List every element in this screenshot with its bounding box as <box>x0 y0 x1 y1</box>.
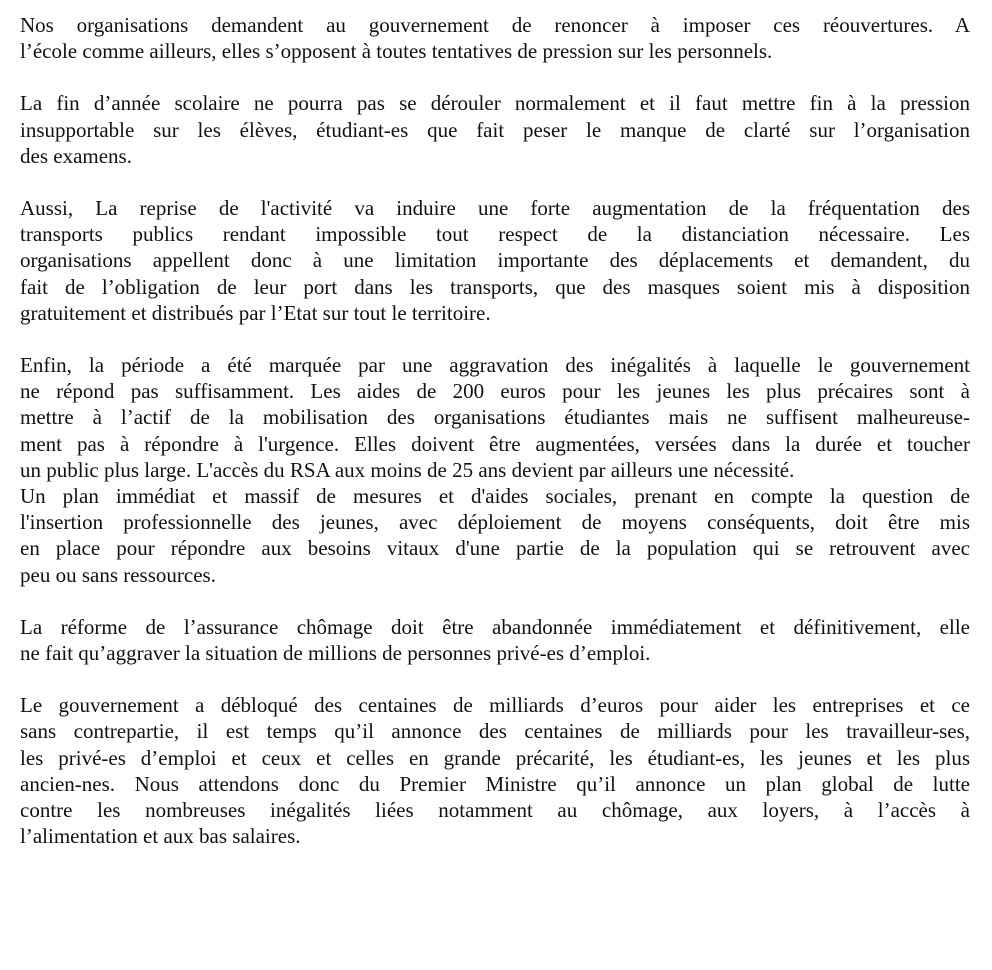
paragraph-billions <box>20 692 970 849</box>
text-line: ne répond pas suffisamment. Les aides de 200 euros pour les jeunes les plus précaires sont à <box>20 379 970 404</box>
paragraph-unemployment-reform <box>20 614 970 666</box>
text-line: La réforme de l’assurance chômage doit être abandonnée immédiatement et définitivement, elle <box>20 614 970 639</box>
text-line: l'insertion professionnelle des jeunes, avec déploiement de moyens conséquents, doit être mis <box>20 510 970 535</box>
text-line: fait de l’obligation de leur port dans les transports, que des masques soient mis à disposition <box>20 274 970 299</box>
text-line: Le gouvernement a débloqué des centaines de milliards d’euros pour aider les entreprises et ce <box>20 693 970 718</box>
text-line: insupportable sur les élèves, étudiant-es que fait peser le manque de clarté sur l’organisation <box>20 117 970 142</box>
text-line: transports publics rendant impossible tout respect de la distanciation nécessaire. Les <box>20 222 970 247</box>
text-line: ancien-nes. Nous attendons donc du Premier Ministre qu’il annonce un plan global de lutte <box>20 771 970 796</box>
text-line: peu ou sans ressources. <box>20 562 216 587</box>
paragraph-transport <box>20 195 970 326</box>
text-line: Aussi, La reprise de l'activité va induire une forte augmentation de la fréquentation des <box>20 196 970 221</box>
text-line: ne fait qu’aggraver la situation de millions de personnes privé-es d’emploi. <box>20 641 651 666</box>
text-line: contre les nombreuses inégalités liées notamment au chômage, aux loyers, à l’accès à <box>20 798 970 823</box>
text-line: les privé-es d’emploi et ceux et celles en grande précarité, les étudiant-es, les jeunes et les plus <box>20 745 970 770</box>
paragraph-school-year <box>20 90 970 169</box>
text-line: Un plan immédiat et massif de mesures et d'aides sociales, prenant en compte la question de <box>20 484 970 509</box>
text-line: Nos organisations demandent au gouvernement de renoncer à imposer ces réouvertures. A <box>20 13 970 37</box>
text-line: l’école comme ailleurs, elles s’opposent à toutes tentatives de pression sur les personnels. <box>20 39 773 64</box>
text-line: La fin d’année scolaire ne pourra pas se dérouler normalement et il faut mettre fin à la pression <box>20 91 970 116</box>
text-line: gratuitement et distribués par l’Etat sur tout le territoire. <box>20 300 491 325</box>
paragraph-reopenings <box>20 12 970 64</box>
paragraph-inequalities <box>20 352 970 588</box>
text-line: organisations appellent donc à une limitation importante des déplacements et demandent, du <box>20 248 970 273</box>
text-line: des examens. <box>20 143 132 168</box>
text-line: un public plus large. L'accès du RSA aux moins de 25 ans devient par ailleurs une nécessité. <box>20 457 795 482</box>
text-line: ment pas à répondre à l'urgence. Elles doivent être augmentées, versées dans la durée et toucher <box>20 431 970 456</box>
text-line: sans contrepartie, il est temps qu’il annonce des centaines de milliards pour les travailleur-ses, <box>20 719 970 744</box>
text-line: mettre à l’actif de la mobilisation des organisations étudiantes mais ne suffisent malheureuse- <box>20 405 970 430</box>
text-line: en place pour répondre aux besoins vitaux d'une partie de la population qui se retrouvent avec <box>20 536 970 561</box>
text-line: l’alimentation et aux bas salaires. <box>20 824 301 849</box>
text-line: Enfin, la période a été marquée par une aggravation des inégalités à laquelle le gouvernement <box>20 353 970 378</box>
